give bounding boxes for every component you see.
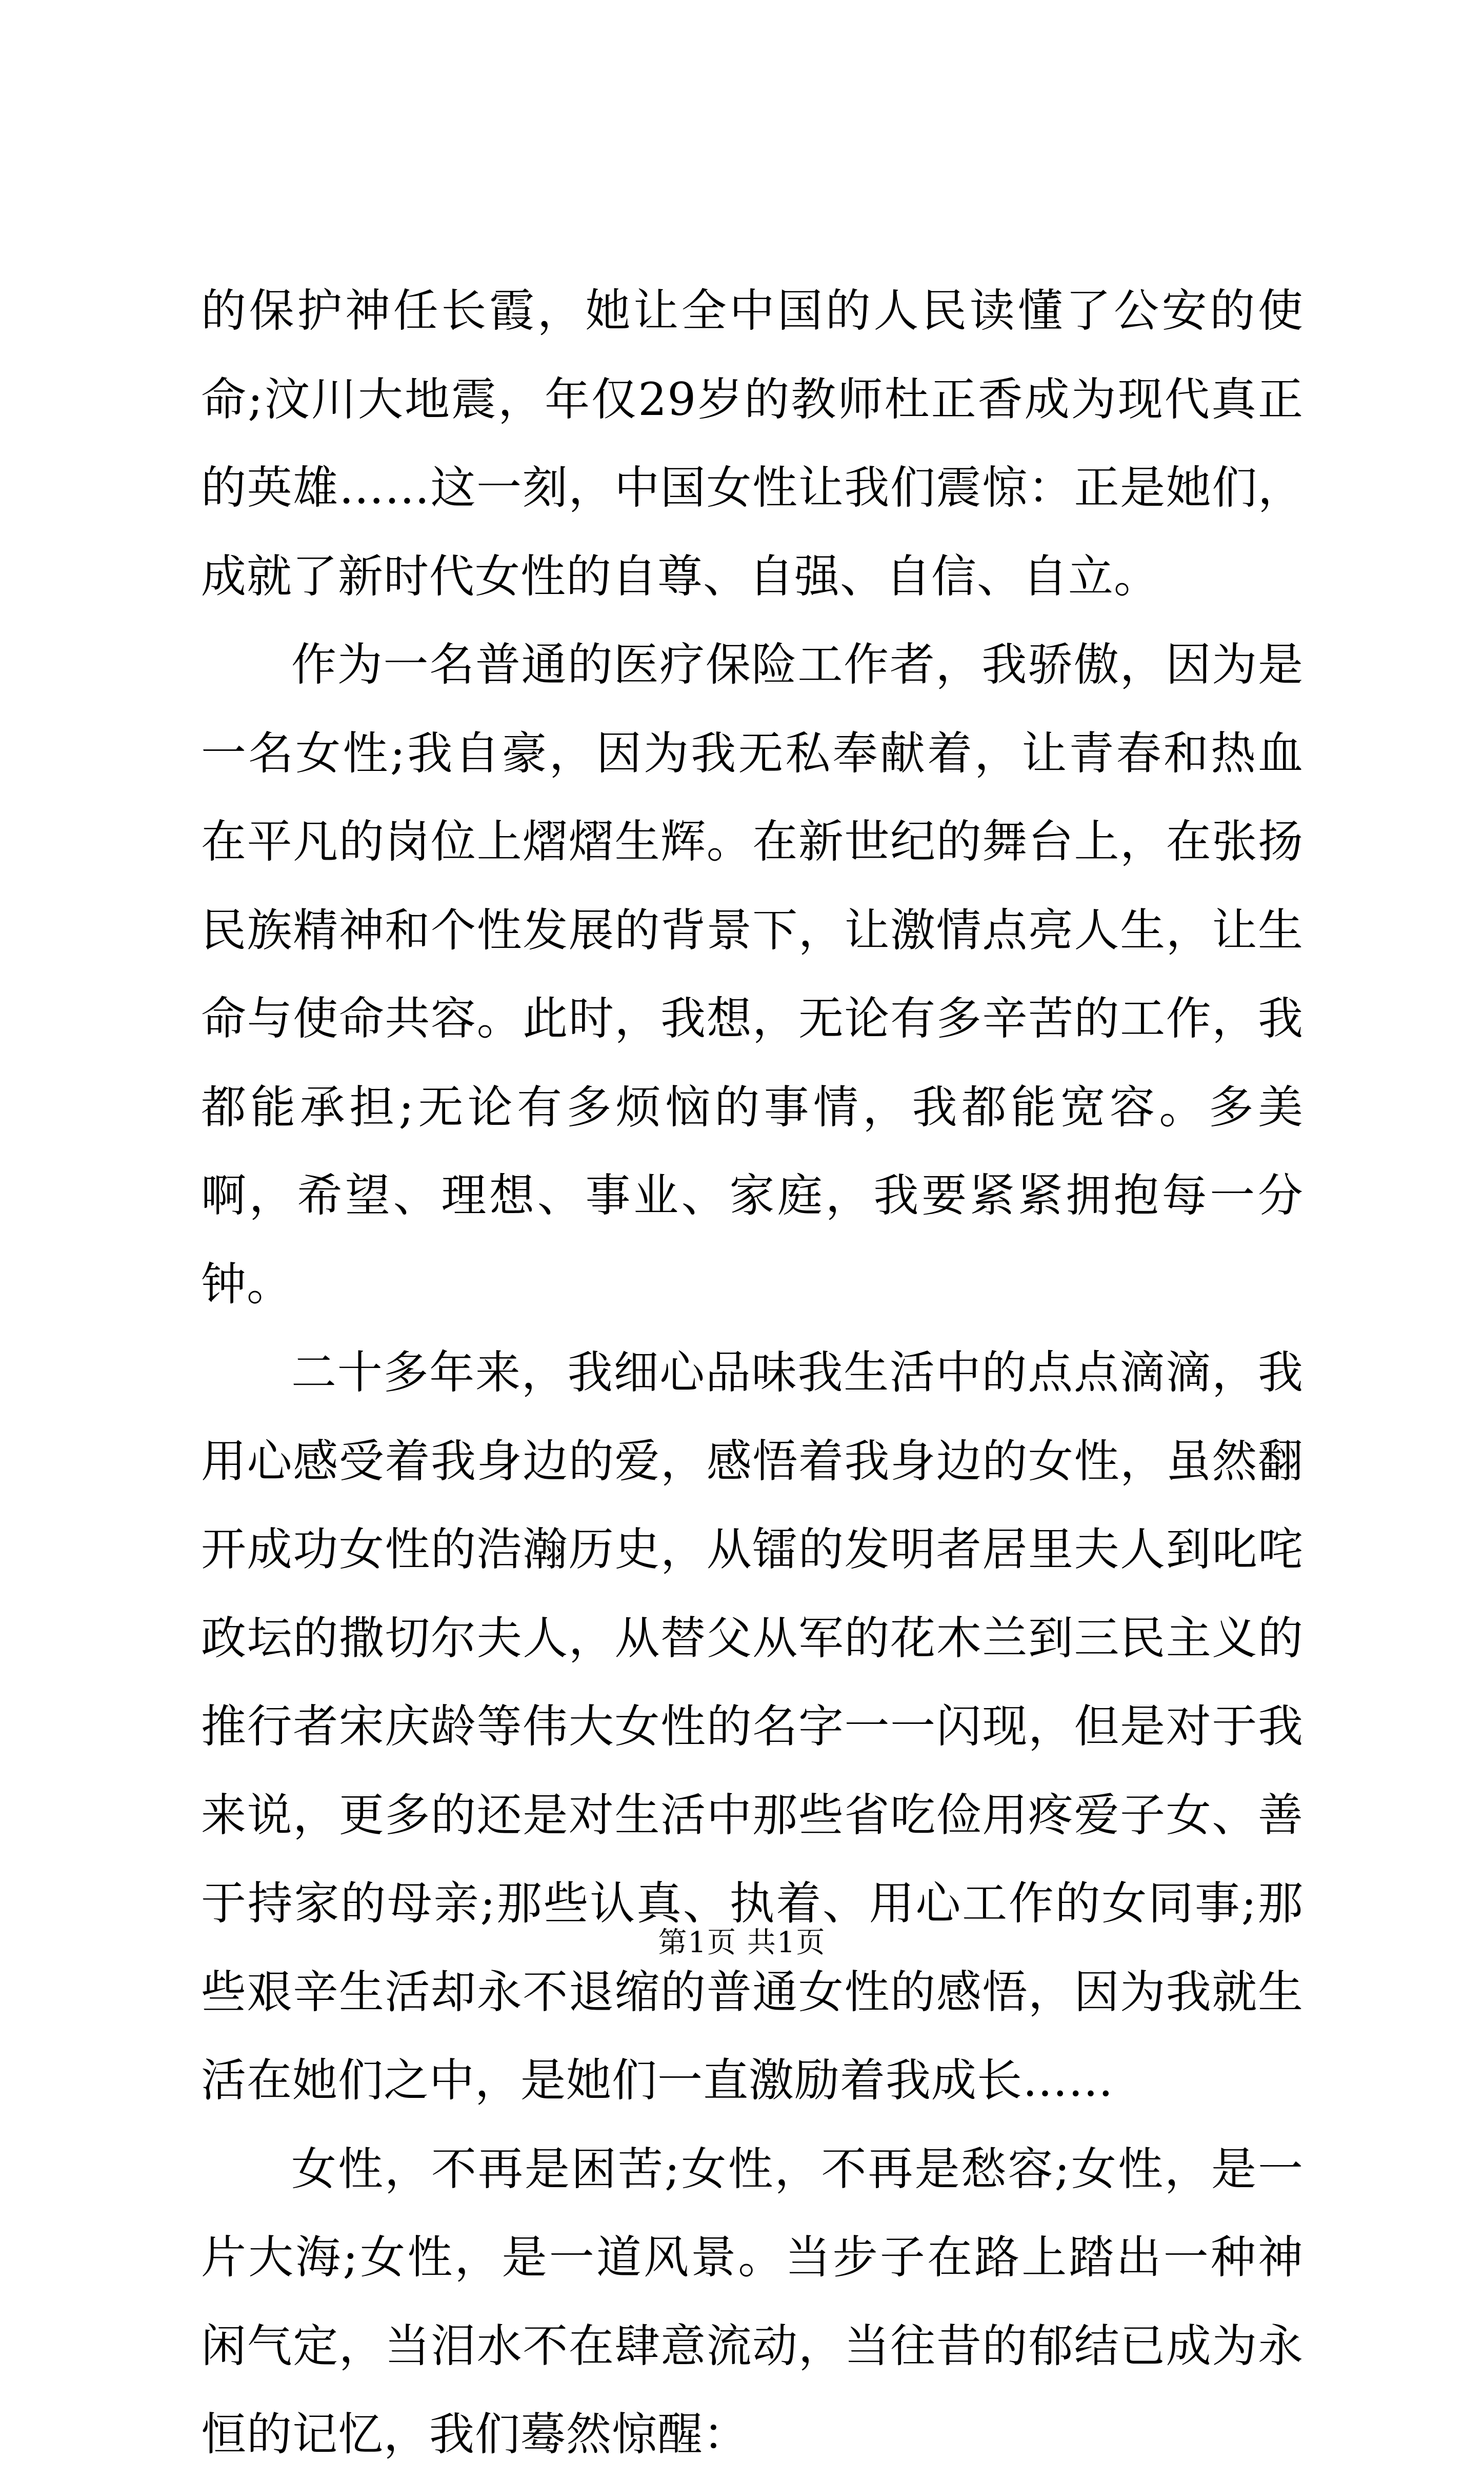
- document-body: [201, 267, 1303, 2479]
- page-number-footer: 第1页 共1页: [658, 1926, 826, 1959]
- paragraph-1: 的保护神任长霞，她让全中国的人民读懂了公安的使命;汶川大地震，年仅29岁的教师杜正香成为现代真正的英雄……这一刻，中国女性让我们震惊：正是她们，成就了新时代女性的自尊、自强、自信、自立。: [201, 284, 1303, 603]
- paragraph-3: 二十多年来，我细心品味我生活中的点点滴滴，我用心感受着我身边的爱，感悟着我身边的女性，虽然翻开成功女性的浩瀚历史，从镭的发明者居里夫人到叱咤政坛的撒切尔夫人，从替父从军的花木兰到三民主义的推行者宋庆龄等伟大女性的名字一一闪现，但是对于我来说，更多的还是对生活中那些省吃俭用疼爱子女、善于持家的母亲;那些认真、执着、用心工作的女同事;那些艰辛生活却永不退缩的普通女性的感悟，因为我就生活在她们之中，是她们一直激励着我成长……: [201, 1346, 1303, 2107]
- paragraph-4: 女性，不再是困苦;女性，不再是愁容;女性，是一片大海;女性，是一道风景。当步子在路上踏出一种神闲气定，当泪水不在肆意流动，当往昔的郁结已成为永恒的记忆，我们蓦然惊醒：: [201, 2142, 1303, 2461]
- paragraph-2: 作为一名普通的医疗保险工作者，我骄傲，因为是一名女性;我自豪，因为我无私奉献着，让青春和热血在平凡的岗位上熠熠生辉。在新世纪的舞台上，在张扬民族精神和个性发展的背景下，让激情点亮人生，让生命与使命共容。此时，我想，无论有多辛苦的工作，我都能承担;无论有多烦恼的事情，我都能宽容。多美啊，希望、理想、事业、家庭，我要紧紧拥抱每一分钟。: [201, 638, 1303, 1311]
